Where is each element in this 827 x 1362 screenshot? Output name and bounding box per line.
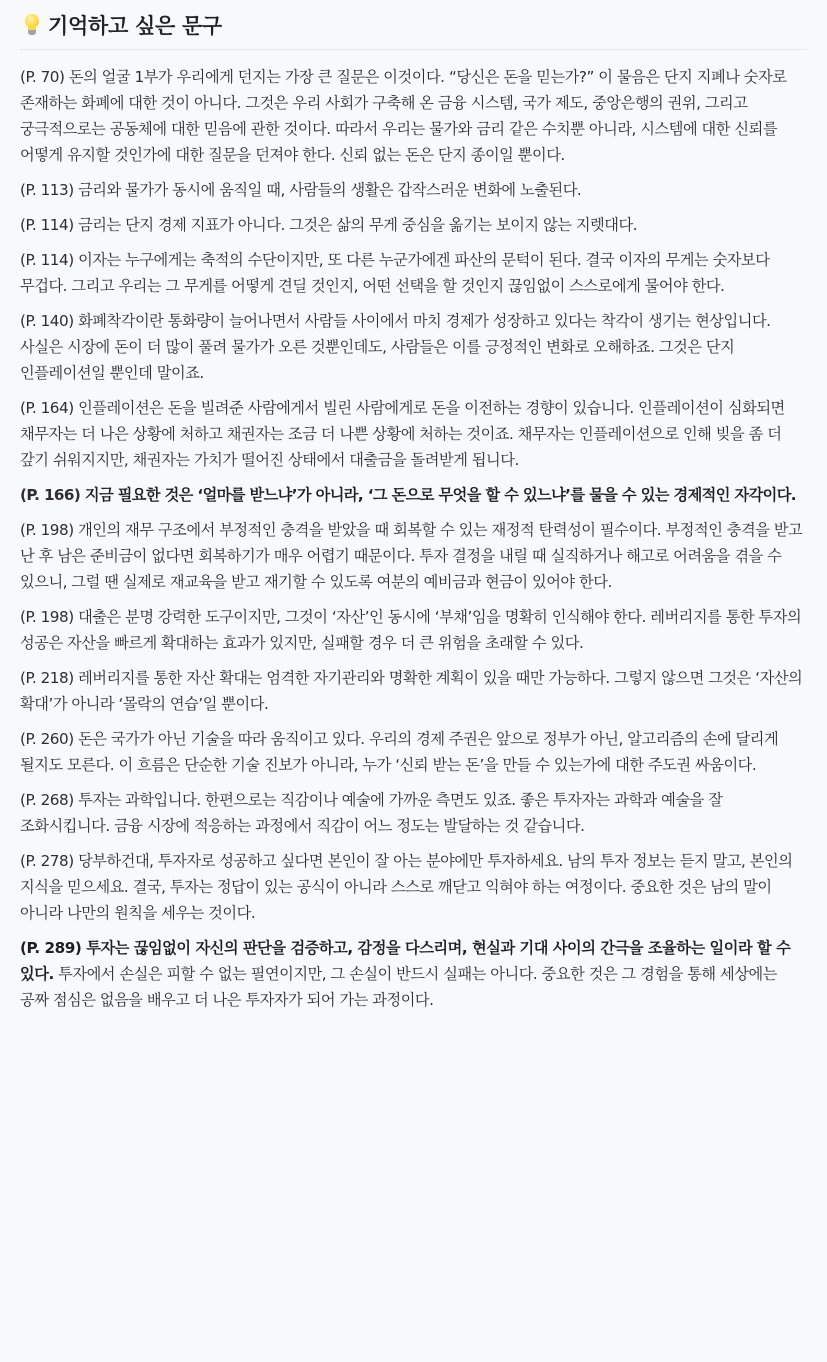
page-reference: (P. 260): [20, 730, 74, 748]
quote-text: 투자는 과학입니다. 한편으로는 직감이나 예술에 가까운 측면도 있죠. 좋은 투자자는 과학과 예술을 잘 조화시킵니다. 금융 시장에 적응하는 과정에서 직감이 어느 정도는 발달하는 것 같습니다.: [20, 791, 723, 835]
page-reference: (P. 289): [20, 939, 82, 957]
quote-item: [20, 395, 807, 473]
quote-item: [20, 308, 807, 386]
page-reference: (P. 164): [20, 399, 74, 417]
quote-text: 대출은 분명 강력한 도구이지만, 그것이 ‘자산’인 동시에 ‘부채’임을 명확히 인식해야 한다. 레버리지를 통한 투자의 성공은 자산을 빠르게 확대하는 효과가 있지만, 실패할 경우 더 큰 위험을 초래할 수 있다.: [20, 608, 802, 652]
page-reference: (P. 166): [20, 486, 81, 504]
quote-item: [20, 726, 807, 778]
quote-item: [20, 665, 807, 717]
quote-item: [20, 787, 807, 839]
page-reference: (P. 218): [20, 669, 74, 687]
quote-item: [20, 604, 807, 656]
page-reference: (P. 114): [20, 251, 74, 269]
page-reference: (P. 198): [20, 608, 74, 626]
quote-text: 이자는 누구에게는 축적의 수단이지만, 또 다른 누군가에겐 파산의 문턱이 된다. 결국 이자의 무게는 숫자보다 무겁다. 그리고 우리는 그 무게를 어떻게 견딜 것인지, 어떤 선택을 할 것인지 끊임없이 스스로에게 물어야 한다.: [20, 251, 770, 295]
page-reference: (P. 268): [20, 791, 74, 809]
quote-text: 인플레이션은 돈을 빌려준 사람에게서 빌린 사람에게로 돈을 이전하는 경향이 있습니다. 인플레이션이 심화되면 채무자는 더 나은 상황에 처하고 채권자는 조금 더 나쁜 상황에 처하는 것이죠. 채무자는 인플레이션으로 인해 빚을 좀 더 갚기 쉬워지지만, 채권자는 가치가 떨어진 상태에서 대출금을 돌려받게 됩니다.: [20, 399, 785, 469]
section-title: 기억하고 싶은 문구: [48, 13, 222, 38]
quote-text: 지금 필요한 것은 ‘얼마를 받느냐’가 아니라, ‘그 돈으로 무엇을 할 수 있느냐’를 물을 수 있는 경제적인 자각이다.: [80, 486, 796, 504]
quote-text: 당부하건대, 투자자로 성공하고 싶다면 본인이 잘 아는 분야에만 투자하세요. 남의 투자 정보는 듣지 말고, 본인의 지식을 믿으세요. 결국, 투자는 정답이 있는 공식이 아니라 스스로 깨닫고 익혀야 하는 여정이다. 중요한 것은 남의 말이 아니라 나만의 원칙을 세우는 것이다.: [20, 852, 793, 922]
quote-item: [20, 212, 807, 238]
quote-text: 투자에서 손실은 피할 수 없는 필연이지만, 그 손실이 반드시 실패는 아니다. 중요한 것은 그 경험을 통해 세상에는 공짜 점심은 없음을 배우고 더 나은 투자자가 되어 가는 과정이다.: [20, 965, 777, 1009]
page-reference: (P. 113): [20, 181, 74, 199]
quote-text: 화폐착각이란 통화량이 늘어나면서 사람들 사이에서 마치 경제가 성장하고 있다는 착각이 생기는 현상입니다. 사실은 시장에 돈이 더 많이 풀려 물가가 오른 것뿐인데도, 사람들은 이를 긍정적인 변화로 오해하죠. 그것은 단지 인플레이션일 뿐인데 말이죠.: [20, 312, 771, 382]
quote-item: [20, 177, 807, 203]
quote-text: 돈의 얼굴 1부가 우리에게 던지는 가장 큰 질문은 이것이다. “당신은 돈을 믿는가?” 이 물음은 단지 지폐나 숫자로 존재하는 화폐에 대한 것이 아니다. 그것은 우리 사회가 구축해 온 금융 시스템, 국가 제도, 중앙은행의 권위, 그리고 궁극적으로는 공동체에 대한 믿음에 관한 것이다. 따라서 우리는 물가와 금리 같은 수치뿐 아니라, 시스템에 대한 신뢰를 어떻게 유지할 것인가에 대한 질문을 던져야 한다. 신뢰 없는 돈은 단지 종이일 뿐이다.: [20, 68, 787, 164]
quote-text: 금리는 단지 경제 지표가 아니다. 그것은 삶의 무게 중심을 옮기는 보이지 않는 지렛대다.: [73, 216, 638, 234]
page-reference: (P. 70): [20, 68, 65, 86]
quote-item-highlighted: [20, 482, 807, 508]
page-reference: (P. 140): [20, 312, 74, 330]
section-header: [20, 0, 807, 50]
quote-item: [20, 64, 807, 168]
quote-item: [20, 517, 807, 595]
lightbulb-icon: [24, 14, 40, 36]
quote-item: [20, 247, 807, 299]
quote-text: 돈은 국가가 아닌 기술을 따라 움직이고 있다. 우리의 경제 주권은 앞으로 정부가 아닌, 알고리즘의 손에 달리게 될지도 모른다. 이 흐름은 단순한 기술 진보가 아니라, 누가 ‘신뢰 받는 돈’을 만들 수 있는가에 대한 주도권 싸움이다.: [20, 730, 779, 774]
quote-text-emphasis: 투자는 끊임없이 자신의 판단을 검증하고, 감정을 다스리며, 현실과 기대 사이의 간극을 조율하는 일이라 할 수 있다.: [20, 939, 791, 983]
quote-item: [20, 848, 807, 926]
page-reference: (P. 198): [20, 521, 74, 539]
page-reference: (P. 278): [20, 852, 74, 870]
quote-text: 레버리지를 통한 자산 확대는 엄격한 자기관리와 명확한 계획이 있을 때만 가능하다. 그렇지 않으면 그것은 ‘자산의 확대’가 아니라 ‘몰락의 연습’일 뿐이다.: [20, 669, 803, 713]
quote-item: [20, 935, 807, 1013]
quote-text: 금리와 물가가 동시에 움직일 때, 사람들의 생활은 갑작스러운 변화에 노출된다.: [73, 181, 582, 199]
page-reference: (P. 114): [20, 216, 74, 234]
quote-text: 개인의 재무 구조에서 부정적인 충격을 받았을 때 회복할 수 있는 재정적 탄력성이 필수이다. 부정적인 충격을 받고 난 후 남은 준비금이 없다면 회복하기가 매우 어렵기 때문이다. 투자 결정을 내릴 때 실직하거나 해고로 어려움을 겪을 수 있으니, 그럴 땐 실제로 재교육을 받고 재기할 수 있도록 여분의 예비금과 현금이 있어야 한다.: [20, 521, 803, 591]
